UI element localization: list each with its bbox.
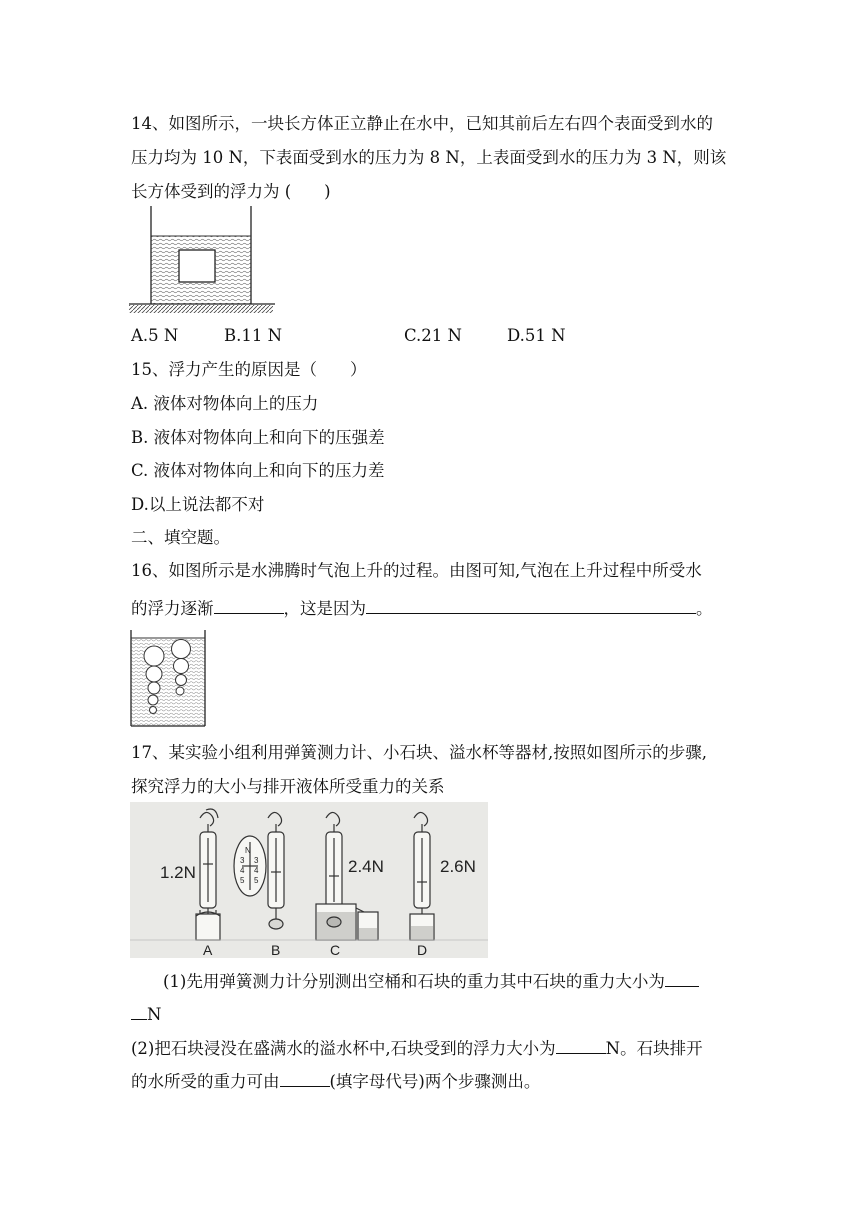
q17-part-2-blank-1[interactable] [556, 1037, 606, 1054]
q15-stem: 15、浮力产生的原因是（ ） [131, 360, 367, 379]
q17-part-1-blank-a[interactable] [665, 970, 699, 987]
q16-line-2 [131, 597, 713, 619]
q16-blank-1[interactable] [214, 597, 284, 614]
q17-scale-mark-n: N [245, 846, 251, 855]
q17-line-2: 探究浮力的大小与排开液体所受重力的关系 [131, 777, 445, 796]
q17-step-label-b: B [271, 942, 281, 958]
q17-part-1-text: (1)先用弹簧测力计分别测出空桶和石块的重力其中石块的重力大小为 [163, 972, 665, 991]
q16-text-b: ，这是因为 [283, 599, 366, 618]
q14-option-d: D.51 N [507, 326, 566, 345]
q17-reading-d: 2.6N [440, 857, 476, 876]
q17-reading-c: 2.4N [348, 857, 384, 876]
q14-line-2: 压力均为 10 N，下表面受到水的压力为 8 N，上表面受到水的压力为 3 N，则该 [131, 148, 727, 167]
q15-option-b: B. 液体对物体向上和向下的压强差 [131, 428, 385, 447]
q16-blank-2[interactable] [366, 597, 696, 614]
q17-part-1-unit: N [147, 1005, 162, 1024]
q17-part-2-text-d: (填字母代号)两个步骤测出。 [329, 1072, 541, 1091]
q17-part-1-line-2 [131, 1003, 161, 1025]
q17-reading-a: 1.2N [160, 863, 196, 882]
q14-option-a: A.5 N [131, 326, 179, 345]
q17-line-1: 17、某实验小组利用弹簧测力计、小石块、溢水杯等器材,按照如图所示的步骤, [131, 743, 707, 762]
q17-step-label-c: C [330, 942, 341, 958]
q17-scale-mark-4-left: 4 [240, 866, 245, 875]
q17-part-2-text-b: N。石块排开 [605, 1039, 703, 1058]
section-heading-fill-in: 二、填空题。 [131, 528, 230, 547]
q17-part-2-line-2 [131, 1070, 540, 1092]
q15-option-d: D.以上说法都不对 [131, 495, 265, 514]
q17-part-2-text-c: 的水所受的重力可由 [131, 1072, 280, 1091]
q16-figure-boiling-bubbles [130, 628, 206, 728]
q17-scale-mark-5-right: 5 [254, 876, 259, 885]
q14-option-c: C.21 N [404, 326, 462, 345]
q15-option-c: C. 液体对物体向上和向下的压力差 [131, 461, 385, 480]
q14-option-b: B.11 N [224, 326, 283, 345]
q17-scale-mark-3-right: 3 [254, 856, 259, 865]
q16-text-c: 。 [696, 599, 713, 618]
q17-part-1-blank-b[interactable] [131, 1003, 147, 1020]
q17-step-label-a: A [203, 942, 213, 958]
q16-line-1: 16、如图所示是水沸腾时气泡上升的过程。由图可知,气泡在上升过程中所受水 [131, 561, 702, 580]
q17-scale-mark-5-left: 5 [240, 876, 245, 885]
q17-scale-mark-3-left: 3 [240, 856, 245, 865]
q17-scale-mark-4-right: 4 [254, 866, 259, 875]
q17-part-2-blank-2[interactable] [280, 1070, 330, 1087]
q14-line-1: 14、如图所示，一块长方体正立静止在水中，已知其前后左右四个表面受到水的 [131, 114, 713, 133]
q14-line-3: 长方体受到的浮力为 ( ) [131, 182, 331, 201]
q17-part-1-line-1 [163, 970, 699, 992]
q15-option-a: A. 液体对物体向上的压力 [131, 394, 319, 413]
q17-part-2-line-1 [131, 1037, 703, 1059]
q17-step-label-d: D [417, 942, 428, 958]
q14-figure-cuboid-in-water [129, 206, 275, 318]
q17-part-2-text-a: (2)把石块浸没在盛满水的溢水杯中,石块受到的浮力大小为 [131, 1039, 556, 1058]
q16-text-a: 的浮力逐渐 [131, 599, 214, 618]
